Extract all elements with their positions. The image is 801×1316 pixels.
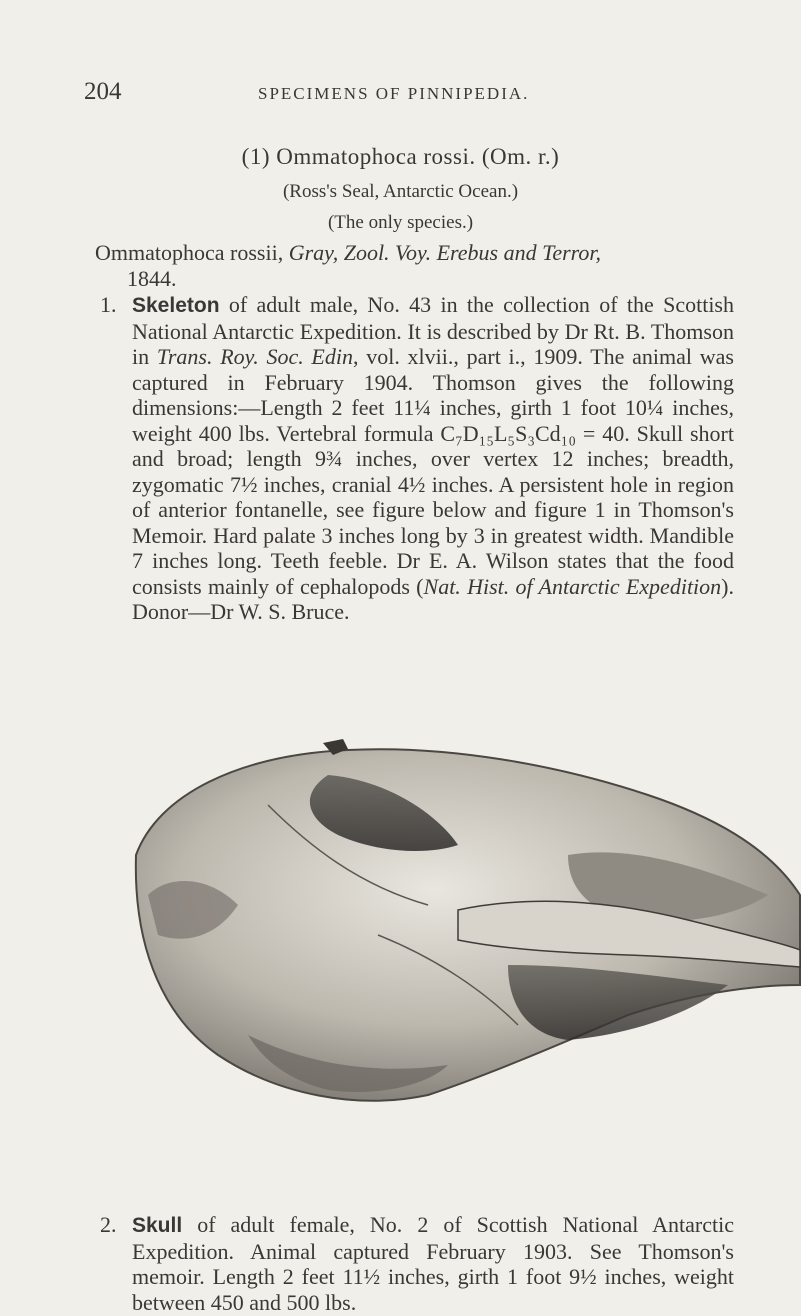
entry-heading: Skull — [132, 1214, 183, 1237]
entry-heading: Skeleton — [132, 294, 220, 317]
entry-2 — [100, 1212, 734, 1315]
common-name: (Ross's Seal, Antarctic Ocean.) — [282, 181, 519, 202]
entry-citation: Nat. Hist. of Antarctic Expedition — [423, 573, 722, 599]
synonymy-year: 1844. — [127, 266, 177, 291]
entry-text: ). Donor—Dr W. S. Bruce. — [132, 573, 734, 624]
entry-number: 2. — [100, 1212, 117, 1237]
entry-number: 1. — [100, 292, 117, 317]
species-note: (The only species.) — [327, 212, 474, 233]
synonymy-reference: Gray, Zool. Voy. Erebus and Terror, — [288, 240, 602, 265]
entry-text: of adult female, No. 2 of Scottish National Antarctic Expedition. Animal captured February 1903. See Thomson's memoir. Length 2 feet 11½ inches, girth 1 foot 9½ inches, weight between 450 and 500 lbs. — [132, 1212, 734, 1315]
entry-1 — [100, 292, 734, 625]
synonymy-name: Ommatophoca rossii, — [95, 240, 284, 265]
species-title: (1) Ommatophoca rossi. (Om. r.) — [241, 144, 560, 169]
entry-text: of adult male, No. 43 in the collection of the Scottish National Antarctic Expedition. It is described by Dr Rt. B. Thomson in — [132, 292, 734, 369]
entry-text: , vol. xlvii., part i., 1909. The animal was captured in February 1904. Thomson gives the following dimensions:—Length 2 feet 11¼ inches, girth 1 foot 10¼ inches, weight 400 lbs. Vertebral formula C₇D₁₅L₅S₃Cd₁₀ = 40. Skull short and broad; length 9¾ inches, over vertex 12 inches; breadth, zygomatic 7½ inches, cranial 4½ inches. A persistent hole in region of anterior fontanelle, see figure below and figure 1 in Thomson's Memoir. Hard palate 3 inches long by 3 in greatest width. Mandible 7 inches long. Teeth feeble. Dr E. A. Wilson states that the food consists mainly of cephalopods ( — [132, 344, 734, 599]
synonymy — [95, 240, 735, 292]
entry-citation: Trans. Roy. Soc. Edin — [156, 344, 353, 369]
page-number: 204 — [84, 78, 122, 105]
running-head: SPECIMENS OF PINNIPEDIA. — [258, 84, 530, 103]
skull-figure — [128, 735, 801, 1115]
